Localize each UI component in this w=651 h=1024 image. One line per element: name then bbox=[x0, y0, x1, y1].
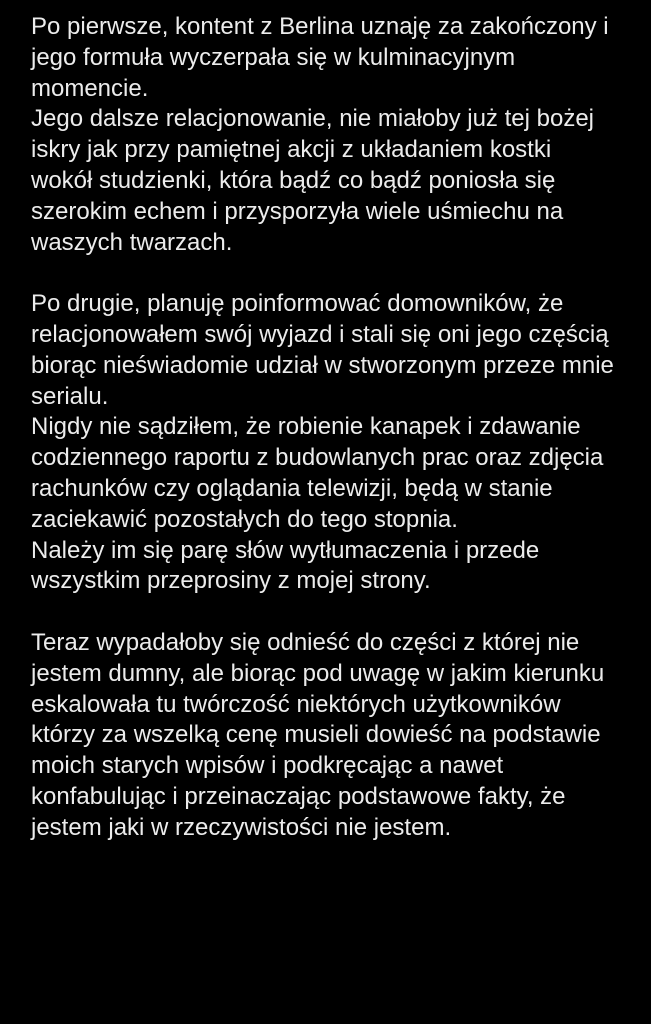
text-line: wokół studzienki, która bądź co bądź poniosła się bbox=[31, 166, 556, 194]
text-line: jego formuła wyczerpała się w kulminacyjnym bbox=[31, 43, 516, 71]
text-line: codziennego raportu z budowlanych prac oraz zdjęcia bbox=[31, 444, 604, 472]
paragraph-spacer bbox=[31, 258, 631, 289]
text-line: jestem jaki w rzeczywistości nie jestem. bbox=[31, 813, 452, 841]
paragraph-3 bbox=[31, 628, 631, 844]
text-line: eskalowała tu twórczość niektórych użytkowników bbox=[31, 690, 561, 718]
text-line: którzy za wszelką cenę musieli dowieść na podstawie bbox=[31, 721, 601, 749]
text-line: relacjonowałem swój wyjazd i stali się oni jego częścią bbox=[31, 320, 609, 348]
text-line: Teraz wypadałoby się odnieść do części z której nie bbox=[31, 628, 580, 656]
text-line: Jego dalsze relacjonowanie, nie miałoby już tej bożej bbox=[31, 105, 594, 133]
text-line: jestem dumny, ale biorąc pod uwagę w jakim kierunku bbox=[31, 659, 605, 687]
text-line: Nigdy nie sądziłem, że robienie kanapek i zdawanie bbox=[31, 413, 581, 441]
text-line: wszystkim przeprosiny z mojej strony. bbox=[31, 567, 431, 595]
text-line: rachunków czy oglądania telewizji, będą w stanie bbox=[31, 474, 553, 502]
text-line: Po pierwsze, kontent z Berlina uznaję za zakończony i bbox=[31, 13, 609, 40]
text-line: momencie. bbox=[31, 74, 149, 102]
text-line: zaciekawić pozostałych do tego stopnia. bbox=[31, 505, 458, 533]
paragraph-1 bbox=[31, 12, 631, 258]
text-line: Należy im się parę słów wytłumaczenia i przede bbox=[31, 536, 540, 564]
text-line: moich starych wpisów i podkręcając a nawet bbox=[31, 752, 504, 780]
paragraph-spacer bbox=[31, 597, 631, 628]
post-body bbox=[31, 12, 631, 844]
text-line: waszych twarzach. bbox=[31, 228, 233, 256]
text-line: Po drugie, planuję poinformować domowników, że bbox=[31, 290, 564, 318]
text-line: iskry jak przy pamiętnej akcji z układaniem kostki bbox=[31, 136, 552, 164]
text-line: serialu. bbox=[31, 382, 109, 410]
paragraph-2 bbox=[31, 289, 631, 597]
text-line: szerokim echem i przysporzyła wiele uśmiechu na bbox=[31, 197, 564, 225]
text-line: biorąc nieświadomie udział w stworzonym przeze mnie bbox=[31, 351, 614, 379]
text-line: konfabulując i przeinaczając podstawowe fakty, że bbox=[31, 782, 566, 810]
